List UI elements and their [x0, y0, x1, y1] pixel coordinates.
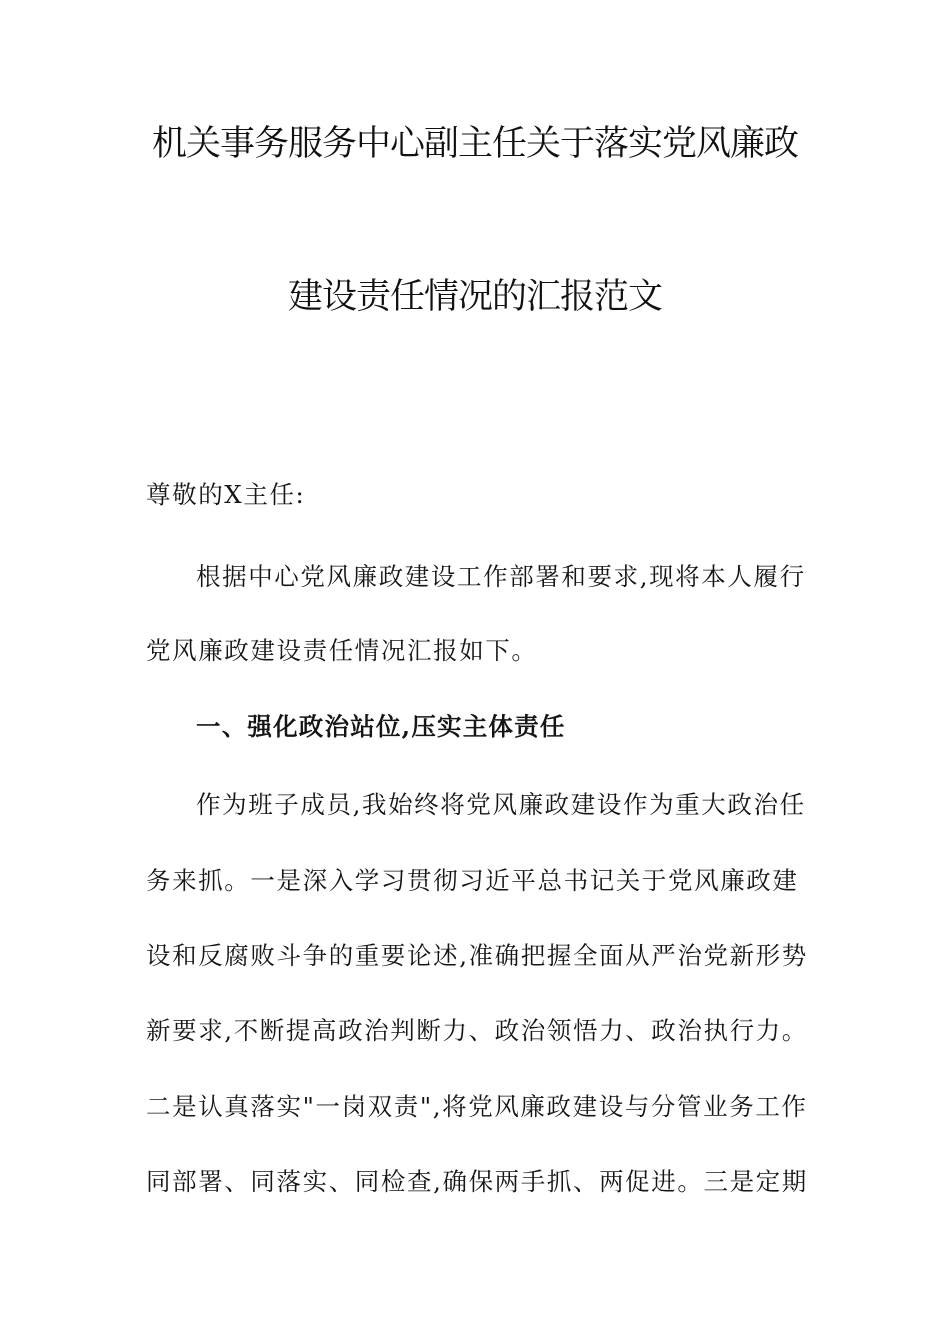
section1-line-6: 同部署、同落实、同检查,确保两手抓、两促进。三是定期	[146, 1167, 808, 1196]
intro-paragraph-line-2: 党风廉政建设责任情况汇报如下。	[146, 636, 538, 665]
intro-paragraph-line-1: 根据中心党风廉政建设工作部署和要求,现将本人履行	[196, 562, 806, 591]
section1-line-5: 二是认真落实"一岗双责",将党风廉政建设与分管业务工作	[146, 1092, 808, 1121]
section-heading-1: 一、强化政治站位,压实主体责任	[196, 712, 566, 741]
section1-line-2: 务来抓。一是深入学习贯彻习近平总书记关于党风廉政建	[146, 866, 799, 895]
section1-line-1: 作为班子成员,我始终将党风廉政建设作为重大政治任	[196, 790, 806, 819]
section1-line-4: 新要求,不断提高政治判断力、政治领悟力、政治执行力。	[146, 1016, 808, 1045]
document-title-line-1: 机关事务服务中心副主任关于落实党风廉政	[151, 124, 798, 164]
document-title-line-2: 建设责任情况的汇报范文	[287, 277, 662, 317]
salutation: 尊敬的X主任:	[146, 480, 306, 509]
section1-line-3: 设和反腐败斗争的重要论述,准确把握全面从严治党新形势	[146, 941, 808, 970]
